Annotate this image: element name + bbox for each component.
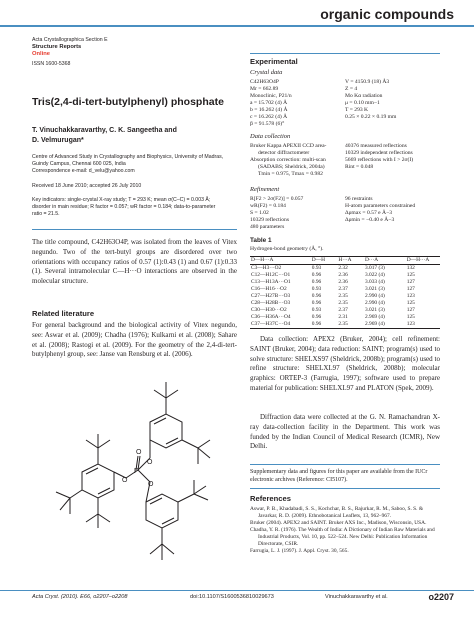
table-label: Table 1 [250,237,272,244]
z-value: Z = 4 [345,86,358,92]
reference-item: Farrugia, L. J. (1997). J. Appl. Cryst. 30, 565. [250,548,349,554]
temperature: T = 293 K [345,107,369,113]
reflections-count: 10329 reflections [250,217,289,223]
reference-item: Bruker (2004). APEX2 and SAINT. Bruker AXS Inc., Madison, Wisconsin, USA. [250,520,427,526]
header-rule [0,25,474,27]
table-cell: 3.017 (3) [364,265,385,271]
formula: C42H63O4P [250,79,279,85]
table-cell: C13—H13A···O1 [251,279,291,285]
delta-rho-max: Δρmax = 0.57 e Å−3 [345,210,393,216]
space-group: Monoclinic, P21/n [250,93,292,99]
crystal-size: 0.25 × 0.22 × 0.19 mm [345,114,397,120]
issn: ISSN 1600-5368 [32,61,71,68]
hbond-table-wrapper [250,256,440,329]
table-cell: 0.93 [311,307,322,313]
radiation: Mo Kα radiation [345,93,383,99]
supplementary-note: Supplementary data and figures for this paper are available from the IUCr electronic archives (Reference: CI5107). [250,469,428,483]
measured-reflections: 40376 measured reflections [345,143,407,149]
table-cell: 125 [406,300,415,306]
table-cell: 0.96 [311,314,322,320]
table-header-cell: D—H···A [251,257,274,263]
table-row [250,321,440,329]
table-cell: 2.969 (4) [364,314,385,320]
table-cell: C3—H3···O2 [251,265,282,271]
section-title: organic compounds [320,6,454,22]
refinement-right [345,196,445,224]
cell-a: a = 15.702 (4) Å [250,100,288,106]
affiliation-line-3: Correspondence e-mail: d_velu@yahoo.com [32,167,135,174]
references-heading: References [250,494,291,503]
table-cell: 3.022 (4) [364,272,385,278]
abstract: The title compound, C42H63O4P, was isolated from the leaves of Vitex negundo. Two of the tert-butyl groups are disordered over two orientations with occupancy ratios of 0.57 (1):0.43 (1) and 0.67 (1):0.33 (1). Several intramolecular C—H···O interactions are observed in the molecular structure. [32,238,237,286]
phosphorus-atom: P [134,468,139,475]
table-row [250,272,440,279]
table-cell: 3.033 (4) [364,279,385,285]
goodness-of-fit: S = 1.02 [250,210,269,216]
journal-name: Acta Crystallographica Section E [32,37,108,43]
wr-factor: wR(F2) = 0.184 [250,203,286,209]
oxygen-atom: O [122,477,128,484]
table-cell: 2.37 [338,307,348,313]
table-cell: 2.36 [338,272,348,278]
table-cell: 2.37 [338,286,348,292]
hbond-table [250,256,440,329]
table-header-cell: H···A [338,257,352,263]
oxygen-atom: O [148,481,154,488]
table-row [250,293,440,300]
table-cell: 2.32 [338,265,348,271]
authors-line-1: T. Vinuchakkaravarthy, C. K. Sangeetha and [32,127,177,134]
table-cell: 123 [406,293,415,299]
table-cell: 2.35 [338,321,348,327]
experimental-rule [250,53,440,54]
table-header-cell: D—H···A [406,257,430,263]
table-cell: C36—H36A···O4 [251,314,291,320]
reference-item: Aswar, P. B., Khadabadi, S. S., Kochchar, B. S., Rajurkar, R. M., Saboo, S. S. & Javarkar, R. D. (2009). Ethnobotanical Leaflets, 13, 962–967. [250,506,424,519]
table-row [250,314,440,321]
r-factor: R[F2 > 2σ(F2)] = 0.057 [250,196,304,202]
table-cell: 127 [406,286,415,292]
table-header-cell: D···A [364,257,379,263]
experimental-heading: Experimental [250,57,298,66]
affiliation [32,154,237,174]
table-cell: 0.93 [311,286,322,292]
table-cell: C12—H12C···O1 [251,272,291,278]
table-cell: C16—H16···O2 [251,286,287,292]
table-cell: 0.96 [311,300,322,306]
journal-subtitle: Structure Reports [32,43,82,50]
page-number: o2207 [428,592,454,602]
table-cell: 132 [406,265,415,271]
received-dates: Received 18 June 2010; accepted 26 July 2010 [32,183,142,189]
table-cell: 125 [406,272,415,278]
refinement-left [250,196,345,231]
footer-authors: Vinuchakkaravarthy et al. [325,594,388,600]
data-collection-heading: Data collection [250,133,291,140]
h-atom-params: H-atom parameters constrained [345,203,416,209]
cell-beta: β = 91.578 (6)° [250,121,285,127]
table-cell: 2.990 (4) [364,300,385,306]
table-cell: 3.021 (3) [364,286,385,292]
table-cell: 2.35 [338,293,348,299]
table-cell: C28—H28B···O3 [251,300,291,306]
table-row [250,307,440,314]
rint: Rint = 0.048 [345,164,374,170]
restraints: 96 restraints [345,196,373,202]
reference-item: Chadha, Y. R. (1976). The Wealth of India: A Dictionary of Indian Raw Materials and Industrial Products, Vol. 10, pp. 522–524. New Delhi: Publication Information Directorate, CSIR. [250,527,435,547]
table-caption: Hydrogen-bond geometry (Å, °). [250,246,324,252]
diffractometer-line-1: Bruker Kappa APEXII CCD area- [250,143,327,149]
footer-doi: doi:10.1107/S1600536810029673 [190,594,274,600]
affiliation-line-2: Guindy Campus, Chennai 600 025, India [32,160,126,167]
table-cell: 125 [406,314,415,320]
table-cell: 2.990 (4) [364,293,385,299]
table-row [250,286,440,293]
table-row [250,265,440,273]
table-header-cell: D—H [311,257,325,263]
oxygen-atom: O [147,459,153,466]
affiliation-line-1: Centre of Advanced Study in Crystallography and Biophysics, University of Madras, [32,154,224,160]
data-collection-right [345,143,445,171]
bottom-phenyl-ring [146,494,178,528]
oxygen-atom: O [136,449,142,456]
table-row [250,279,440,286]
cell-b: b = 16.262 (4) Å [250,107,288,113]
molar-mass: Mr = 662.89 [250,86,279,92]
table-cell: C30—H30···O2 [251,307,287,313]
independent-reflections: 10329 independent reflections [345,150,413,156]
table-cell: 0.96 [311,321,322,327]
table-cell: 2.31 [338,314,348,320]
crystal-data-heading: Crystal data [250,69,283,76]
references-rule [250,488,440,489]
refinement-heading: Refinement [250,186,280,193]
table-cell: 127 [406,279,415,285]
acknowledgement: Diffraction data were collected at the G. N. Ramachandran X-ray data-collection facility in the Department. This work was funded by the Indian Council of Medical Research (ICMR), New Delhi. [250,413,440,451]
table-cell: 123 [406,321,415,327]
top-phenyl-ring [150,414,182,448]
related-heading: Related literature [32,309,95,318]
key-indicators [32,197,237,217]
key-indicators-line-3: ratio = 21.5. [32,210,60,217]
cell-volume: V = 4150.9 (18) Å3 [345,79,390,85]
tmin-tmax: Tmin = 0.975, Tmax = 0.982 [258,171,323,177]
table-cell: C27—H27B···O3 [251,293,291,299]
delta-rho-min: Δρmin = −0.40 e Å−3 [345,217,395,223]
crystal-data-left [250,79,345,128]
absorption-line-1: Absorption correction: multi-scan [250,157,326,163]
related-text: For general background and the biological activity of Vitex negundo, see: Aswar et al. (2009); Chadha (1976); Kulkarni et al. (2008); Sahare et al. (2008); Rastogi et al. (2009). For the geometry of the 2,4-di-tert-butylphenyl group, see: Janse van Rensburg et al. (2006). [32,321,237,359]
table-cell: 2.36 [338,279,348,285]
cell-c: c = 16.262 (4) Å [250,114,288,120]
table-cell: 0.96 [311,272,322,278]
table-cell: 3.021 (3) [364,307,385,313]
mu-value: μ = 0.10 mm−1 [345,100,380,106]
table-header-row [250,257,440,265]
diffractometer-line-2: detector diffractometer [258,150,310,156]
table-cell: 0.96 [311,293,322,299]
software-paragraph: Data collection: APEX2 (Bruker, 2004); cell refinement: SAINT (Bruker, 2004); data reduction: SAINT; program(s) used to solve structure: SHELXS97 (Sheldrick, 2008b); program(s) used to refine structure: SHELXL97 (Sheldrick, 2008b); molecular graphics: ORTEP-3 (Farrugia, 1997); software used to prepare material for publication: SHELXL97 and PLATON (Spek, 2009). [250,335,440,392]
table-cell: C37—H37C···O4 [251,321,291,327]
left-phenyl-ring [82,464,114,498]
footer-rule [0,590,474,591]
supplementary-rule [250,464,440,465]
observed-reflections: 5669 reflections with I > 2σ(I) [345,157,414,163]
absorption-line-2: (SADABS; Sheldrick, 2004a) [258,164,325,170]
journal-info [32,37,108,68]
table-cell: 0.96 [311,279,322,285]
table-row [250,300,440,307]
authors-line-2: D. Velmurugan* [32,137,84,144]
data-collection-left [250,143,345,178]
references-list [250,506,440,555]
crystal-data-right [345,79,445,121]
online-label: Online [32,50,51,57]
authors [32,126,232,146]
article-title: Tris(2,4-di-tert-butylphenyl) phosphate [32,96,224,108]
table-cell: 2.969 (4) [364,321,385,327]
table-cell: 0.93 [311,265,322,271]
key-indicators-line-1: Key indicators: single-crystal X-ray study; T = 293 K; mean σ(C–C) = 0.003 Å; [32,197,211,203]
abstract-rule [32,229,237,230]
table-cell: 2.35 [338,300,348,306]
footer-citation: Acta Cryst. (2010). E66, o2207–o2208 [32,594,128,600]
table-cell: 127 [406,307,415,313]
parameters-count: 480 parameters [250,224,285,230]
key-indicators-line-2: disorder in main residue; R factor = 0.057; wR factor = 0.184; data-to-parameter [32,203,216,210]
molecule-diagram [42,374,232,574]
